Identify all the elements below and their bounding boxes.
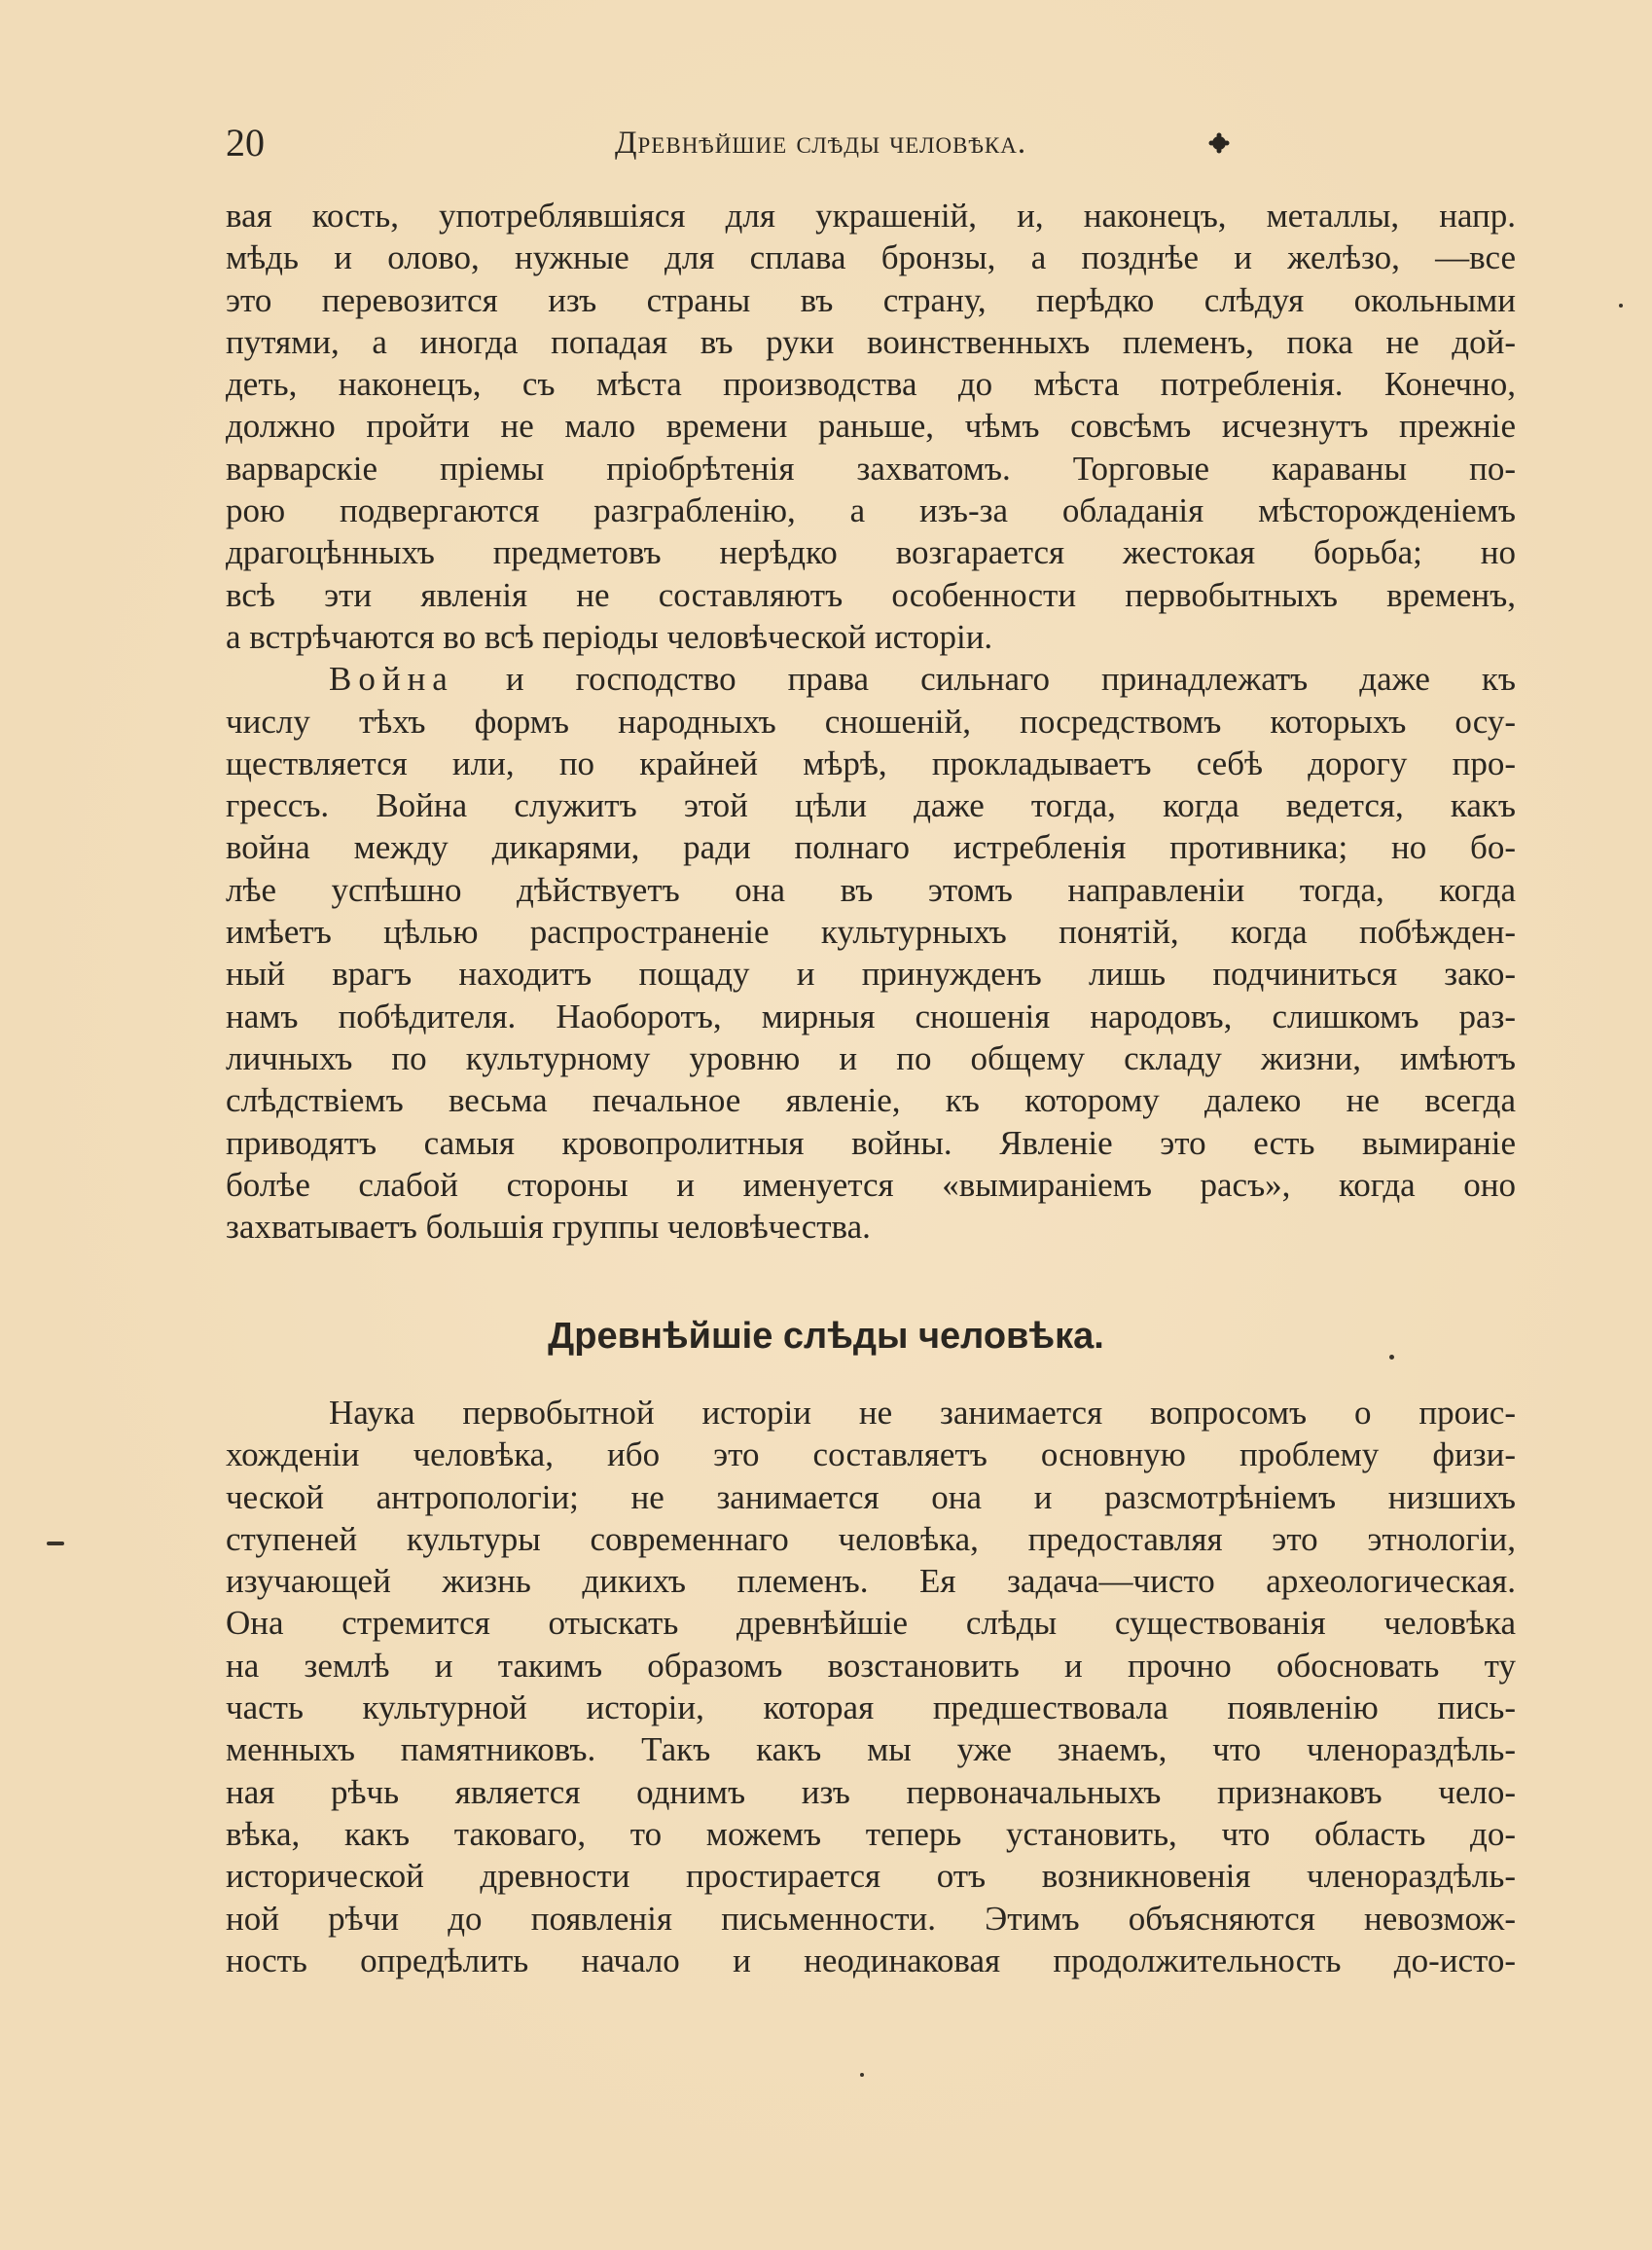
text-line: путями, а иногда попадая въ руки воинственныхъ племенъ, пока не дой- bbox=[226, 322, 1516, 361]
text-line: ный врагъ находитъ пощаду и принужденъ лишь подчиниться зако- bbox=[226, 955, 1516, 994]
text-line: числу тѣхъ формъ народныхъ сношеній, посредствомъ которыхъ осу- bbox=[226, 702, 1516, 741]
text-line: рою подвергаются разграбленію, а изъ-за обладанія мѣсторожденіемъ bbox=[226, 491, 1516, 530]
text-fragment: и господство права сильнаго принадлежатъ даже къ bbox=[505, 660, 1516, 699]
paragraph-first-line bbox=[226, 658, 1516, 700]
fleuron-icon bbox=[1208, 132, 1230, 154]
text-line: болѣе слабой стороны и именуется «вымираніемъ расъ», когда оно bbox=[226, 1165, 1516, 1204]
text-line: а встрѣчаются во всѣ періоды человѣческой исторіи. bbox=[226, 617, 993, 656]
text-line: приводятъ самыя кровопролитныя войны. Явленіе это есть вымираніе bbox=[226, 1123, 1516, 1162]
text-line: вѣка, какъ таковаго, то можемъ теперь установить, что область до- bbox=[226, 1814, 1516, 1853]
text-line: хожденіи человѣка, ибо это составляетъ основную проблему физи- bbox=[226, 1435, 1516, 1474]
paragraph-first-line: Наука первобытной исторіи не занимается вопросомъ о проис- bbox=[329, 1394, 1516, 1432]
text-line: ческой антропологіи; не занимается она и разсмотрѣніемъ низшихъ bbox=[226, 1477, 1516, 1516]
text-line: часть культурной исторіи, которая предшествовала появленію пись- bbox=[226, 1688, 1516, 1727]
text-line: имѣетъ цѣлью распространеніе культурныхъ понятій, когда побѣжден- bbox=[226, 913, 1516, 952]
text-line: ществляется или, по крайней мѣрѣ, прокладываетъ себѣ дорогу про- bbox=[226, 744, 1516, 782]
text-line: исторической древности простирается отъ возникновенія членораздѣль- bbox=[226, 1857, 1516, 1896]
text-line: захватываетъ большія группы человѣчества. bbox=[226, 1208, 871, 1247]
section-title: Древнѣйшіе слѣды человѣка. bbox=[548, 1316, 1104, 1357]
text-line: варварскіе пріемы пріобрѣтенія захватомъ. Торговые караваны по- bbox=[226, 449, 1516, 488]
running-head: Древнѣйшие слѣды человѣка. bbox=[615, 126, 1027, 161]
text-line: всѣ эти явленія не составляютъ особенности первобытныхъ временъ, bbox=[226, 575, 1516, 614]
page-header bbox=[226, 119, 1510, 167]
section-text bbox=[226, 1392, 1516, 1981]
text-line: это перевозится изъ страны въ страну, перѣдко слѣдуя окольными bbox=[226, 280, 1516, 319]
text-line: должно пройти не мало времени раньше, чѣмъ совсѣмъ исчезнутъ прежніе bbox=[226, 407, 1516, 446]
text-line: на землѣ и такимъ образомъ возстановить и прочно обосновать ту bbox=[226, 1646, 1516, 1685]
text-line: ступеней культуры современнаго человѣка, предоставляя это этнологіи, bbox=[226, 1519, 1516, 1558]
text-line: лѣе успѣшно дѣйствуетъ она въ этомъ направленіи тогда, когда bbox=[226, 870, 1516, 909]
text-line: мѣдь и олово, нужные для сплава бронзы, а позднѣе и желѣзо, —все bbox=[226, 238, 1516, 277]
text-line: ной рѣчи до появленія письменности. Этимъ объясняются невозмож- bbox=[226, 1899, 1516, 1938]
text-line: вая кость, употреблявшіяся для украшеній, и, наконецъ, металлы, напр. bbox=[226, 197, 1516, 235]
page-number: 20 bbox=[226, 121, 265, 164]
paper-speck bbox=[860, 2073, 864, 2077]
paper-speck bbox=[47, 1542, 64, 1545]
text-line: слѣдствіемъ весьма печальное явленіе, къ которому далеко не всегда bbox=[226, 1081, 1516, 1120]
text-line: личныхъ по культурному уровню и по общему складу жизни, имѣютъ bbox=[226, 1038, 1516, 1077]
text-line: драгоцѣнныхъ предметовъ нерѣдко возгарается жестокая борьба; но bbox=[226, 533, 1516, 572]
paper-speck bbox=[1619, 304, 1623, 308]
text-line: изучающей жизнь дикихъ племенъ. Ея задача—чисто археологическая. bbox=[226, 1562, 1516, 1601]
text-line: война между дикарями, ради полнаго истребленія противника; но бо- bbox=[226, 828, 1516, 867]
text-line: намъ побѣдителя. Наоборотъ, мирныя сношенія народовъ, слишкомъ раз- bbox=[226, 997, 1516, 1035]
text-line: Она стремится отыскать древнѣйшіе слѣды существованія человѣка bbox=[226, 1604, 1516, 1643]
text-line: ность опредѣлить начало и неодинаковая продолжительность до-исто- bbox=[226, 1941, 1516, 1979]
text-line: деть, наконецъ, съ мѣста производства до мѣста потребленія. Конечно, bbox=[226, 365, 1516, 404]
text-line: менныхъ памятниковъ. Такъ какъ мы уже знаемъ, что членораздѣль- bbox=[226, 1730, 1516, 1769]
text-line: ная рѣчь является однимъ изъ первоначальныхъ признаковъ чело- bbox=[226, 1772, 1516, 1811]
text-line: грессъ. Война служитъ этой цѣли даже тогда, когда ведется, какъ bbox=[226, 786, 1516, 825]
emphasized-word: Война bbox=[329, 660, 454, 699]
paper-speck bbox=[1389, 1355, 1394, 1360]
main-text bbox=[226, 195, 1516, 1248]
